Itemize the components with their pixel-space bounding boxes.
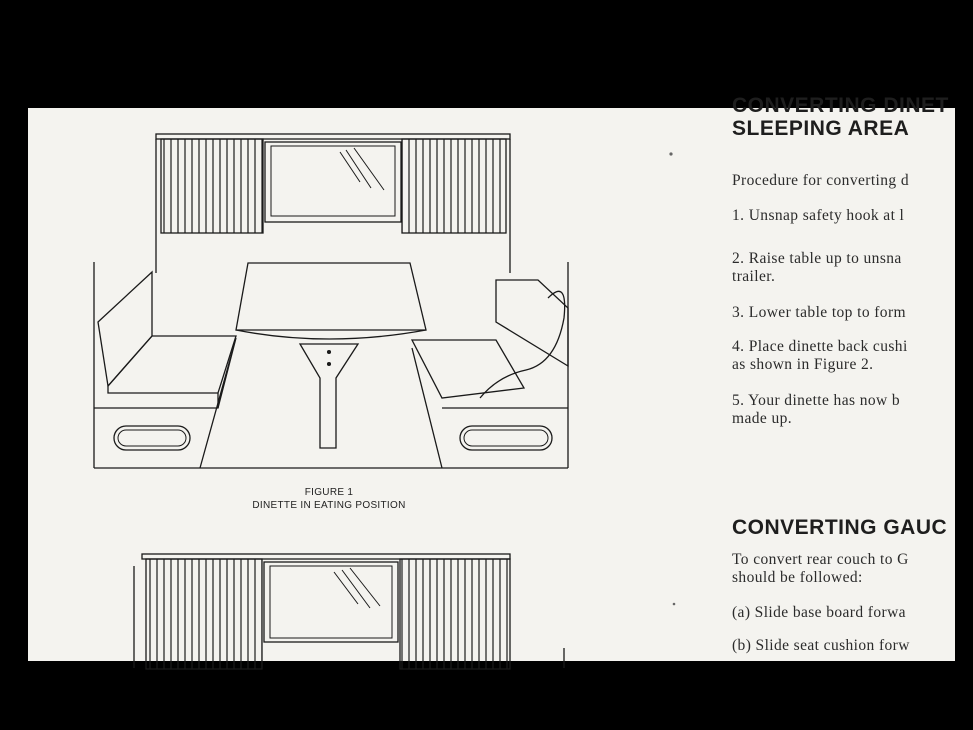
figure-1-title: DINETTE IN EATING POSITION <box>252 500 406 511</box>
heading-converting-gaucho: CONVERTING GAUC <box>732 516 948 539</box>
right-bench-back <box>496 280 568 366</box>
left-bench-back <box>98 272 152 386</box>
right-curtain <box>402 139 506 233</box>
right-bench-seat <box>412 340 524 398</box>
left-bench-base <box>94 338 236 468</box>
figure-1-caption <box>164 486 494 512</box>
left-bench-seat <box>108 336 236 393</box>
step-4: 4. Place dinette back cushi <box>732 338 908 355</box>
figure-2-dinette-partial <box>134 554 564 669</box>
gaucho-step-a: (a) Slide base board forwa <box>732 604 906 621</box>
step-2-cont: trailer. <box>732 268 776 285</box>
figure-1-number: FIGURE 1 <box>304 487 354 498</box>
step-1: 1. Unsnap safety hook at l <box>732 207 905 224</box>
step-5-cont: made up. <box>732 410 793 427</box>
valance-2 <box>142 554 510 559</box>
table-top <box>236 263 426 330</box>
text-column <box>732 94 972 661</box>
valance <box>156 134 510 139</box>
heading-converting-dinette-partial: CONVERTING DINET <box>732 94 949 117</box>
table-leg <box>300 344 358 448</box>
step-3: 3. Lower table top to form <box>732 304 906 321</box>
left-curtain <box>161 139 263 233</box>
step-4-cont: as shown in Figure 2. <box>732 356 874 373</box>
window <box>265 142 401 222</box>
step-5: 5. Your dinette has now b <box>732 392 901 409</box>
figure-1-dinette-eating <box>94 134 568 468</box>
step-2: 2. Raise table up to unsna <box>732 250 902 267</box>
gaucho-intro-1: To convert rear couch to G <box>732 551 909 568</box>
window-2 <box>264 562 398 642</box>
gaucho-intro-2: should be followed: <box>732 569 863 586</box>
gaucho-step-b: (b) Slide seat cushion forw <box>732 637 910 654</box>
manual-page <box>28 94 955 661</box>
right-curtain-2 <box>400 559 510 669</box>
heading-sleeping-area: SLEEPING AREA <box>732 117 910 140</box>
intro-text: Procedure for converting d <box>732 172 909 189</box>
left-curtain-2 <box>146 559 262 669</box>
